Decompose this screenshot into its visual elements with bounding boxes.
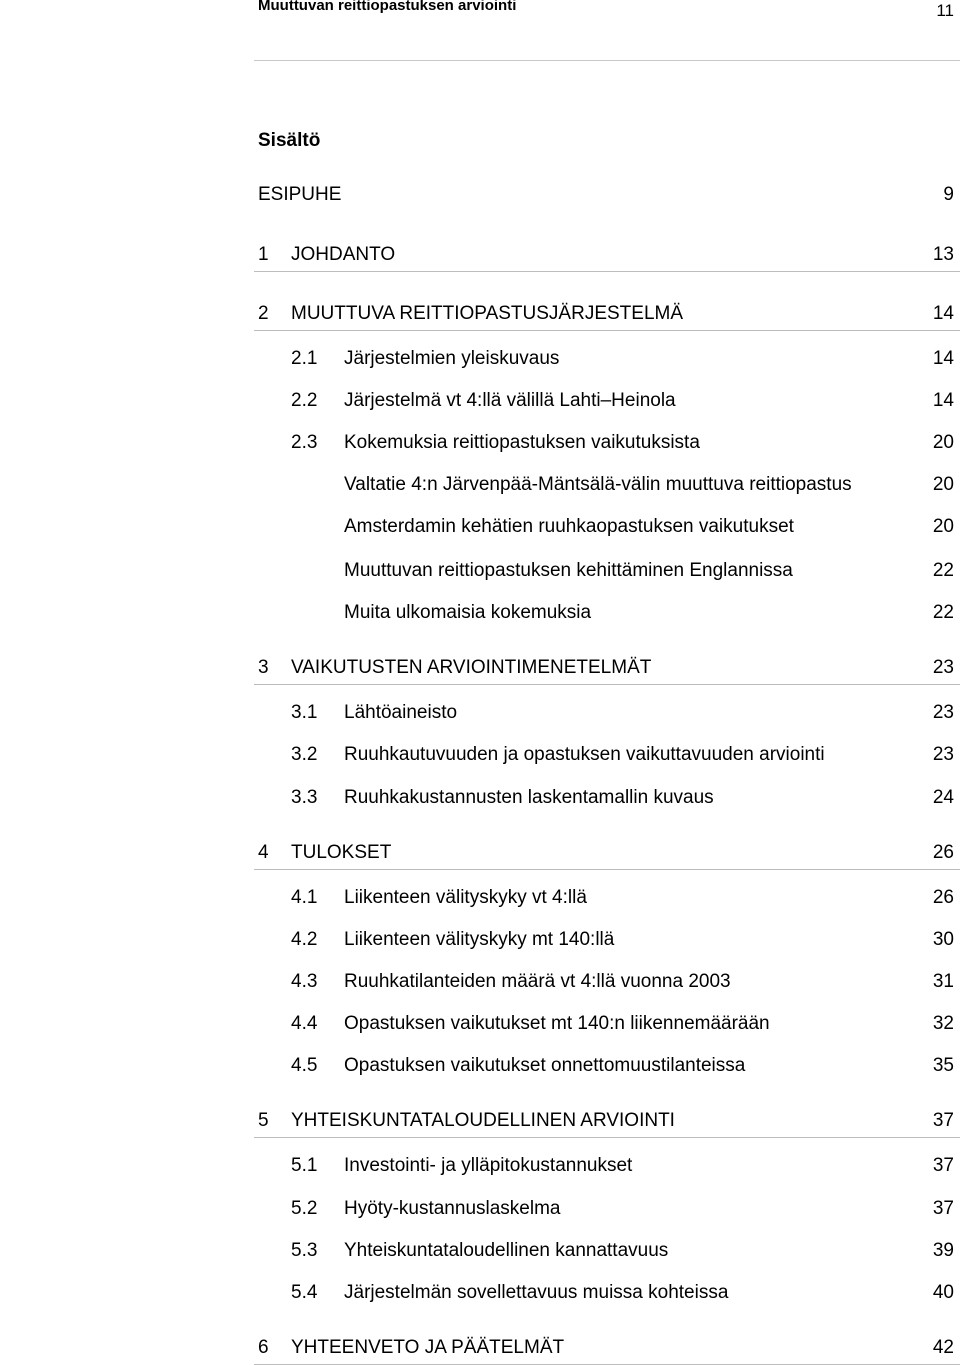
toc-entry-title: Järjestelmä vt 4:llä välillä Lahti–Heinola bbox=[344, 390, 676, 411]
toc-entry-page: 13 bbox=[932, 244, 954, 265]
toc-entry[interactable] bbox=[0, 1197, 960, 1221]
toc-entry-number: 4 bbox=[258, 842, 269, 863]
toc-entry-title: Ruuhkatilanteiden määrä vt 4:llä vuonna 2003 bbox=[344, 971, 731, 992]
toc-entry-page: 30 bbox=[932, 929, 954, 950]
toc-entry-title: Hyöty-kustannuslaskelma bbox=[344, 1198, 561, 1219]
toc-entry-page: 20 bbox=[932, 474, 954, 495]
toc-entry-page: 22 bbox=[932, 602, 954, 623]
toc-entry-page: 14 bbox=[932, 348, 954, 369]
toc-entry[interactable] bbox=[0, 431, 960, 455]
toc-entry-page: 9 bbox=[943, 184, 954, 205]
toc-entry[interactable] bbox=[0, 389, 960, 413]
toc-entry[interactable] bbox=[0, 1109, 960, 1133]
toc-entry-title: YHTEISKUNTATALOUDELLINEN ARVIOINTI bbox=[291, 1110, 675, 1131]
toc-entry[interactable] bbox=[0, 243, 960, 267]
toc-entry-number: 5.2 bbox=[291, 1198, 318, 1219]
toc-entry-title: Kokemuksia reittiopastuksen vaikutuksista bbox=[344, 432, 700, 453]
toc-entry-number: 4.2 bbox=[291, 929, 318, 950]
toc-entry[interactable] bbox=[0, 601, 960, 625]
toc-entry-page: 42 bbox=[932, 1337, 954, 1358]
toc-entry[interactable] bbox=[0, 473, 960, 497]
toc-entry-number: 1 bbox=[258, 244, 269, 265]
toc-entry[interactable] bbox=[0, 1154, 960, 1178]
toc-entry-page: 20 bbox=[932, 516, 954, 537]
toc-entry-title: Liikenteen välityskyky mt 140:llä bbox=[344, 929, 615, 950]
toc-entry-title: Amsterdamin kehätien ruuhkaopastuksen vaikutukset bbox=[344, 516, 794, 537]
toc-entry-title: VAIKUTUSTEN ARVIOINTIMENETELMÄT bbox=[291, 657, 652, 678]
toc-entry-number: 3.1 bbox=[291, 702, 318, 723]
toc-entry-number: 2.3 bbox=[291, 432, 318, 453]
toc-entry-page: 24 bbox=[932, 787, 954, 808]
toc-entry-page: 22 bbox=[932, 560, 954, 581]
toc-entry-page: 35 bbox=[932, 1055, 954, 1076]
chapter-divider bbox=[254, 330, 960, 331]
toc-entry[interactable] bbox=[0, 515, 960, 539]
toc-entry-title: Liikenteen välityskyky vt 4:llä bbox=[344, 887, 587, 908]
toc-entry[interactable] bbox=[0, 1239, 960, 1263]
toc-entry-page: 23 bbox=[932, 744, 954, 765]
toc-entry-number: 5.4 bbox=[291, 1282, 318, 1303]
toc-heading: Sisältö bbox=[258, 130, 321, 151]
toc-entry[interactable] bbox=[0, 928, 960, 952]
toc-entry[interactable] bbox=[0, 1336, 960, 1360]
toc-entry-number: 3.2 bbox=[291, 744, 318, 765]
page-number: 11 bbox=[936, 1, 954, 20]
toc-entry-number: 4.5 bbox=[291, 1055, 318, 1076]
toc-entry-page: 26 bbox=[932, 842, 954, 863]
toc-entry-page: 23 bbox=[932, 702, 954, 723]
toc-entry-title: YHTEENVETO JA PÄÄTELMÄT bbox=[291, 1337, 565, 1358]
toc-entry-number: 4.4 bbox=[291, 1013, 318, 1034]
toc-entry[interactable] bbox=[0, 183, 960, 207]
toc-entry-page: 37 bbox=[932, 1110, 954, 1131]
toc-entry-title: Investointi- ja ylläpitokustannukset bbox=[344, 1155, 633, 1176]
toc-entry-title: Ruuhkakustannusten laskentamallin kuvaus bbox=[344, 787, 714, 808]
running-header-title: Muuttuvan reittiopastuksen arviointi bbox=[258, 0, 517, 14]
toc-entry-page: 32 bbox=[932, 1013, 954, 1034]
chapter-divider bbox=[254, 869, 960, 870]
toc-entry-title: Muita ulkomaisia kokemuksia bbox=[344, 602, 592, 623]
toc-entry-page: 31 bbox=[932, 971, 954, 992]
toc-entry-title: JOHDANTO bbox=[291, 244, 396, 265]
toc-entry-page: 37 bbox=[932, 1155, 954, 1176]
toc-entry-number: 5.1 bbox=[291, 1155, 318, 1176]
toc-entry-page: 39 bbox=[932, 1240, 954, 1261]
toc-entry-page: 37 bbox=[932, 1198, 954, 1219]
toc-entry[interactable] bbox=[0, 743, 960, 767]
toc-entry[interactable] bbox=[0, 886, 960, 910]
toc-entry-number: 4.1 bbox=[291, 887, 318, 908]
chapter-divider bbox=[254, 1137, 960, 1138]
toc-entry[interactable] bbox=[0, 1281, 960, 1305]
toc-entry[interactable] bbox=[0, 841, 960, 865]
toc-entry-number: 5.3 bbox=[291, 1240, 318, 1261]
toc-entry-number: 2 bbox=[258, 303, 269, 324]
chapter-divider bbox=[254, 271, 960, 272]
toc-entry-title: MUUTTUVA REITTIOPASTUSJÄRJESTELMÄ bbox=[291, 303, 684, 324]
toc-entry-title: Valtatie 4:n Järvenpää-Mäntsälä-välin muuttuva reittiopastus bbox=[344, 474, 852, 495]
toc-entry-page: 26 bbox=[932, 887, 954, 908]
toc-entry-title: Opastuksen vaikutukset onnettomuustilanteissa bbox=[344, 1055, 746, 1076]
toc-entry[interactable] bbox=[0, 1012, 960, 1036]
toc-entry[interactable] bbox=[0, 656, 960, 680]
toc-entry-number: 2.1 bbox=[291, 348, 318, 369]
toc-entry[interactable] bbox=[0, 559, 960, 583]
toc-entry-title: TULOKSET bbox=[291, 842, 392, 863]
toc-entry-title: Järjestelmien yleiskuvaus bbox=[344, 348, 560, 369]
toc-entry-title: Ruuhkautuvuuden ja opastuksen vaikuttavuuden arviointi bbox=[344, 744, 825, 765]
toc-entry-number: 3 bbox=[258, 657, 269, 678]
toc-entry-title: Järjestelmän sovellettavuus muissa kohteissa bbox=[344, 1282, 729, 1303]
toc-entry[interactable] bbox=[0, 1054, 960, 1078]
toc-entry[interactable] bbox=[0, 347, 960, 371]
toc-entry[interactable] bbox=[0, 970, 960, 994]
toc-entry-number: 2.2 bbox=[291, 390, 318, 411]
toc-entry-number: 3.3 bbox=[291, 787, 318, 808]
toc-entry-title: Opastuksen vaikutukset mt 140:n liikennemäärään bbox=[344, 1013, 770, 1034]
toc-entry-page: 40 bbox=[932, 1282, 954, 1303]
toc-entry-page: 20 bbox=[932, 432, 954, 453]
toc-entry-title: Muuttuvan reittiopastuksen kehittäminen Englannissa bbox=[344, 560, 793, 581]
toc-entry-page: 14 bbox=[932, 303, 954, 324]
toc-entry[interactable] bbox=[0, 701, 960, 725]
chapter-divider bbox=[254, 684, 960, 685]
toc-entry-number: 6 bbox=[258, 1337, 269, 1358]
toc-entry-title: Lähtöaineisto bbox=[344, 702, 458, 723]
toc-entry-page: 23 bbox=[932, 657, 954, 678]
toc-entry-number: 4.3 bbox=[291, 971, 318, 992]
toc-entry-number: 5 bbox=[258, 1110, 269, 1131]
toc-entry[interactable] bbox=[0, 786, 960, 810]
toc-entry-title: ESIPUHE bbox=[258, 184, 342, 205]
toc-entry-title: Yhteiskuntataloudellinen kannattavuus bbox=[344, 1240, 669, 1261]
toc-entry-page: 14 bbox=[932, 390, 954, 411]
toc-entry[interactable] bbox=[0, 302, 960, 326]
